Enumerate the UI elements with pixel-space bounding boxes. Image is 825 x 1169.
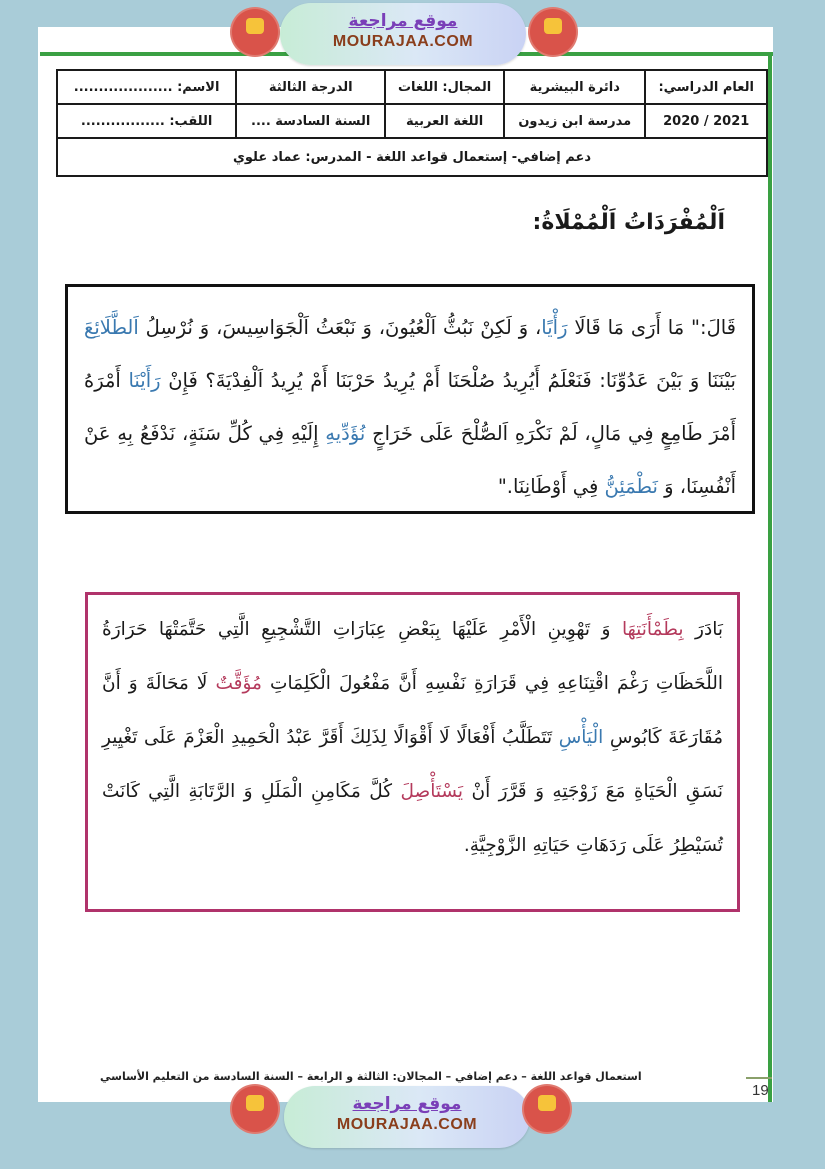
logo-left-bottom [232, 1086, 278, 1132]
text-part: تَتَطَلَّبُ أَفْعَالًا لَا أَقْوَالًا لِذَلِكَ أَقَرَّ عَبْدُ الْحَمِيدِ الْعَزْمَ عَلَى تَغْيِيرِ نَسَقِ الْحَيَاةِ مَعَ زَوْجَتِهِ وَ قَرَّرَ أَنْ [102, 727, 723, 802]
section-title: اَلْمُفْرَدَاتُ اَلْمُمْلَاةُ: [532, 210, 725, 235]
text-part: ، وَ لَكِنْ نَبُثُّ اَلْعُيُونَ، وَ نَبْعَثُ اَلْجَوَاسِيسَ، وَ نُرْسِلُ [138, 316, 542, 339]
info-row-3 [57, 138, 767, 176]
info-cell: المجال: اللغات [385, 70, 504, 104]
text-part: قَالَ:" مَا أَرَى مَا قَالَا [567, 316, 737, 339]
logo-right-bottom [524, 1086, 570, 1132]
info-cell: العام الدراسي: [645, 70, 767, 104]
text-part: أَمْرَهُ أَمْرَ طَامِعٍ فِي مَالٍ، لَمْ نَكْرَهِ اَلصُّلْحَ عَلَى خَرَاجٍ [84, 369, 736, 445]
page-number: 19 [752, 1082, 769, 1099]
highlighted-word: مُؤَقَّتٌ [215, 673, 262, 694]
text-part: فِي أَوْطَانِنَا." [497, 475, 605, 498]
info-cell: مدرسة ابن زيدون [504, 104, 645, 138]
banner-latin: MOURAJAA.COM [336, 1116, 478, 1133]
info-row-1 [57, 70, 767, 104]
footer-text: استعمال قواعد اللغة – دعم إضافي – المجالان: الثالثة و الرابعة – السنة السادسة من التعليم الأساسي [100, 1070, 642, 1083]
highlighted-word: يَسْتَأْصِلَ [400, 781, 464, 802]
footer-rule [746, 1077, 772, 1079]
info-cell: الاسم: .................... [57, 70, 236, 104]
dictation-text-box-2 [85, 592, 740, 912]
text-part: بَادَرَ [683, 619, 723, 640]
banner-arabic: موقع مراجعة [352, 1094, 462, 1114]
info-cell: السنة السادسة .... [236, 104, 385, 138]
text-part: وَ تَهْوِينِ الْأَمْرِ عَلَيْهَا بِبَعْضِ عِبَارَاتِ التَّشْجِيعِ الَّتِي حَتَّمَتْهَا حَرَارَةُ اللَّحَظَاتِ رَغْمَ اقْتِنَاعِهِ فِي قَرَارَةِ نَفْسِهِ أَنَّ مَفْعُولَ الْكَلِمَاتِ [102, 619, 724, 694]
banner-arabic: موقع مراجعة [348, 11, 458, 31]
highlighted-word: اَلطَّلَائِعَ [84, 316, 139, 339]
info-subject-line: دعم إضافي- إستعمال قواعد اللغة - المدرس: عماد علوي [57, 138, 767, 176]
info-row-2 [57, 104, 767, 138]
highlighted-word: رَأَيْنَا [128, 369, 161, 392]
highlighted-word: بِطَمْأَنَتِهَا [621, 619, 684, 640]
logo-icon [538, 1095, 556, 1111]
logo-left-top [232, 9, 278, 55]
banner-latin: MOURAJAA.COM [332, 33, 474, 50]
logo-icon [246, 1095, 264, 1111]
text-part: بَيْنَنَا وَ بَيْنَ عَدُوِّنَا: فَنَعْلَمُ أَيُرِيدُ صُلْحَنَا أَمْ يُرِيدُ حَرْبَنَا أَمْ يُرِيدُ اَلْفِدْيَةَ؟ فَإِنْ [160, 369, 736, 392]
highlighted-word: نُؤَدِّيهِ [325, 422, 366, 445]
green-right-border [768, 52, 772, 1102]
highlighted-word: الْيَأْسِ [558, 727, 604, 748]
text-part: كُلَّ مَكَامِنِ الْمَلَلِ وَ الرَّتَابَةِ الَّتِي كَانَتْ تُسَيْطِرُ عَلَى رَدَهَاتِ حَيَاتِهِ الزَّوْجِيَّةِ. [102, 781, 723, 856]
dictation-text-box-1 [65, 284, 755, 514]
site-banner-bottom[interactable] [284, 1086, 530, 1148]
info-cell: اللغة العربية [385, 104, 504, 138]
info-cell: دائرة البيشرية [504, 70, 645, 104]
text-part: إِلَيْهِ فِي كُلِّ سَنَةٍ، نَدْفَعُ بِهِ عَنْ أَنْفُسِنَا، وَ [84, 422, 736, 498]
logo-icon [246, 18, 264, 34]
document-page [38, 27, 773, 1102]
logo-right-top [530, 9, 576, 55]
site-banner-top[interactable] [280, 3, 526, 65]
info-cell: الدرجة الثالثة [236, 70, 385, 104]
highlighted-word: رَأْيًا [541, 316, 568, 339]
highlighted-word: نَطْمَئِنُّ [604, 475, 658, 498]
info-table [56, 69, 768, 177]
text-part: لَا مَحَالَةَ وَ أَنَّ مُقَارَعَةَ كَابُوسِ [102, 673, 723, 748]
logo-icon [544, 18, 562, 34]
info-cell: 2021 / 2020 [645, 104, 767, 138]
info-cell: اللقب: ................. [57, 104, 236, 138]
